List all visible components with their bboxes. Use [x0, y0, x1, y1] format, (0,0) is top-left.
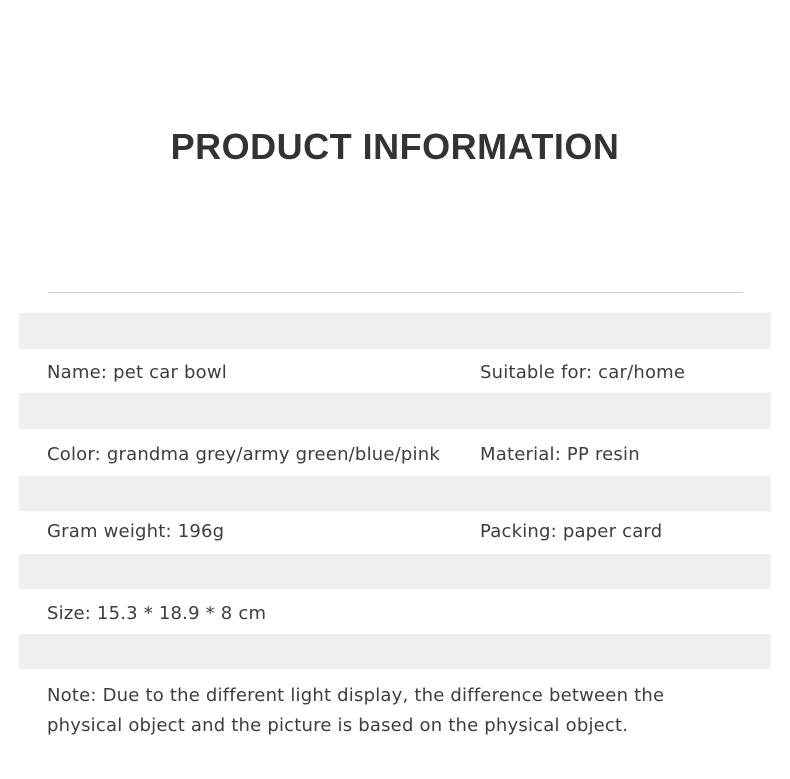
row-separator-band	[19, 313, 771, 349]
title-divider	[48, 292, 743, 293]
spec-size: Size: 15.3 * 18.9 * 8 cm	[47, 603, 267, 624]
page-title: PRODUCT INFORMATION	[170, 126, 620, 167]
row-separator-band	[19, 554, 771, 589]
spec-name: Name: pet car bowl	[47, 362, 227, 383]
spec-packing: Packing: paper card	[480, 521, 663, 542]
spec-color: Color: grandma grey/army green/blue/pink	[47, 444, 440, 465]
note-line: Note: Due to the different light display, the difference between the	[47, 685, 665, 706]
row-separator-band	[19, 476, 771, 511]
spec-suitable-for: Suitable for: car/home	[480, 362, 686, 383]
row-separator-band	[19, 393, 771, 429]
note-line: physical object and the picture is based on the physical object.	[47, 715, 629, 736]
row-separator-band	[19, 634, 771, 669]
product-note	[47, 681, 747, 741]
spec-gram-weight: Gram weight: 196g	[47, 521, 225, 542]
spec-material: Material: PP resin	[480, 444, 640, 465]
